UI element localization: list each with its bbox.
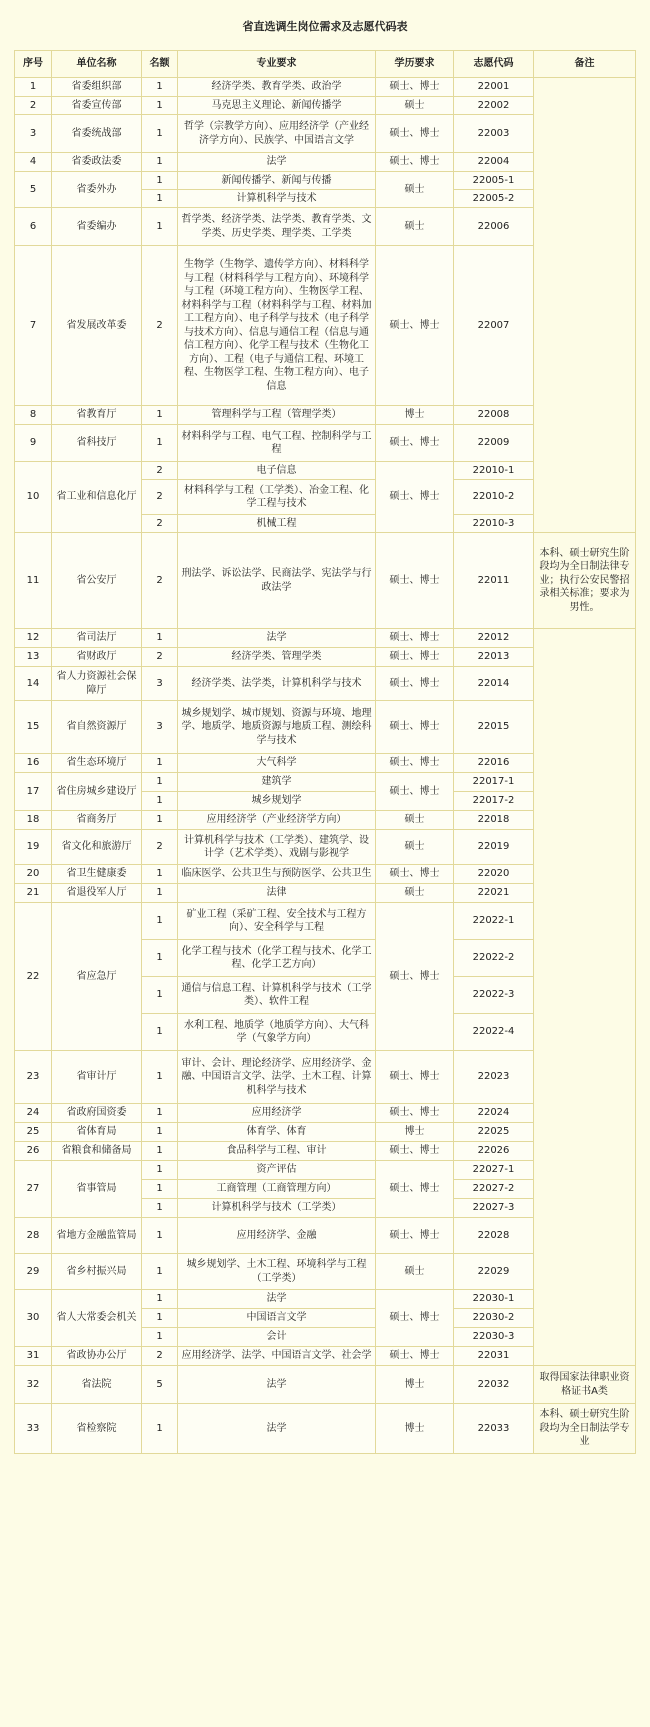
cell-education: 博士 — [376, 406, 454, 425]
cell-count: 2 — [142, 1347, 178, 1366]
cell-count: 1 — [142, 1290, 178, 1309]
cell-education: 硕士、博士 — [376, 115, 454, 153]
cell-unit: 省事管局 — [52, 1161, 142, 1218]
cell-count: 1 — [142, 1161, 178, 1180]
cell-unit: 省委组织部 — [52, 78, 142, 97]
cell-code: 22030-2 — [454, 1309, 534, 1328]
cell-count: 1 — [142, 1218, 178, 1254]
cell-count: 1 — [142, 865, 178, 884]
table-header-row — [15, 51, 636, 78]
cell-unit: 省自然资源厅 — [52, 701, 142, 754]
cell-count: 1 — [142, 1014, 178, 1051]
cell-count: 1 — [142, 172, 178, 190]
cell-count: 1 — [142, 1199, 178, 1218]
cell-code: 22010-3 — [454, 515, 534, 533]
cell-education: 硕士 — [376, 172, 454, 208]
cell-education: 硕士 — [376, 97, 454, 115]
cell-major: 城乡规划学 — [178, 792, 376, 811]
cell-count: 1 — [142, 190, 178, 208]
cell-count: 5 — [142, 1366, 178, 1404]
cell-code: 22012 — [454, 629, 534, 648]
header-code: 志愿代码 — [454, 51, 534, 78]
cell-education: 硕士 — [376, 811, 454, 830]
cell-major: 应用经济学、金融 — [178, 1218, 376, 1254]
cell-count: 1 — [142, 1309, 178, 1328]
cell-count: 1 — [142, 629, 178, 648]
cell-code: 22019 — [454, 830, 534, 865]
header-unit: 单位名称 — [52, 51, 142, 78]
cell-code: 22013 — [454, 648, 534, 667]
cell-remark: 取得国家法律职业资格证书A类 — [534, 1366, 636, 1404]
cell-unit: 省检察院 — [52, 1404, 142, 1454]
cell-code: 22022-4 — [454, 1014, 534, 1051]
cell-unit: 省法院 — [52, 1366, 142, 1404]
cell-education: 硕士 — [376, 1254, 454, 1290]
cell-major: 资产评估 — [178, 1161, 376, 1180]
cell-no: 2 — [15, 97, 52, 115]
cell-major: 计算机科学与技术（工学类）、建筑学、设计学（艺术学类）、戏剧与影视学 — [178, 830, 376, 865]
cell-major: 法学 — [178, 1290, 376, 1309]
cell-code: 22017-1 — [454, 773, 534, 792]
cell-code: 22010-2 — [454, 480, 534, 515]
cell-remark: 本科、硕士研究生阶段均为全日制法学专业 — [534, 1404, 636, 1454]
cell-major: 临床医学、公共卫生与预防医学、公共卫生 — [178, 865, 376, 884]
cell-education: 硕士、博士 — [376, 1347, 454, 1366]
cell-unit: 省委统战部 — [52, 115, 142, 153]
cell-major: 法学 — [178, 153, 376, 172]
cell-major: 城乡规划学、城市规划、资源与环境、地理学、地质学、地质资源与地质工程、测绘科学与技术 — [178, 701, 376, 754]
cell-unit: 省公安厅 — [52, 533, 142, 629]
cell-no: 20 — [15, 865, 52, 884]
cell-unit: 省工业和信息化厅 — [52, 462, 142, 533]
cell-no: 26 — [15, 1142, 52, 1161]
cell-no: 9 — [15, 425, 52, 462]
cell-code: 22017-2 — [454, 792, 534, 811]
cell-count: 1 — [142, 78, 178, 97]
cell-code: 22027-2 — [454, 1180, 534, 1199]
cell-remark — [534, 78, 636, 533]
cell-count: 1 — [142, 425, 178, 462]
cell-education: 硕士、博士 — [376, 246, 454, 406]
cell-no: 11 — [15, 533, 52, 629]
cell-major: 法学 — [178, 1366, 376, 1404]
cell-major: 体育学、体育 — [178, 1123, 376, 1142]
cell-education: 硕士、博士 — [376, 153, 454, 172]
cell-code: 22018 — [454, 811, 534, 830]
cell-education: 硕士、博士 — [376, 903, 454, 1051]
cell-no: 3 — [15, 115, 52, 153]
cell-count: 2 — [142, 480, 178, 515]
cell-major: 法律 — [178, 884, 376, 903]
cell-education: 硕士 — [376, 830, 454, 865]
cell-education: 硕士、博士 — [376, 648, 454, 667]
cell-education: 硕士、博士 — [376, 1161, 454, 1218]
cell-education: 硕士、博士 — [376, 78, 454, 97]
cell-no: 4 — [15, 153, 52, 172]
cell-unit: 省住房城乡建设厅 — [52, 773, 142, 811]
cell-major: 新闻传播学、新闻与传播 — [178, 172, 376, 190]
cell-code: 22022-1 — [454, 903, 534, 940]
cell-no: 12 — [15, 629, 52, 648]
cell-no: 31 — [15, 1347, 52, 1366]
cell-count: 1 — [142, 1180, 178, 1199]
cell-unit: 省体育局 — [52, 1123, 142, 1142]
cell-count: 1 — [142, 1404, 178, 1454]
cell-unit: 省粮食和储备局 — [52, 1142, 142, 1161]
cell-education: 硕士、博士 — [376, 1142, 454, 1161]
cell-count: 1 — [142, 977, 178, 1014]
cell-education: 硕士、博士 — [376, 462, 454, 533]
cell-education: 硕士、博士 — [376, 425, 454, 462]
cell-education: 硕士、博士 — [376, 865, 454, 884]
cell-code: 22026 — [454, 1142, 534, 1161]
cell-no: 17 — [15, 773, 52, 811]
cell-count: 1 — [142, 97, 178, 115]
cell-count: 1 — [142, 115, 178, 153]
header-count: 名额 — [142, 51, 178, 78]
cell-major: 生物学（生物学、遗传学方向）、材料科学与工程（材料科学与工程方向）、环境科学与工程（环境工程方向）、生物医学工程、材料科学与工程（材料科学与工程、材料加工工程方向）、电子科学与技术（电子科学与技术方向）、信息与通信工程（信息与通信工程方向）、化学工程与技术（生物化工方向）、工程（电子与通信工程、环境工程、生物医学工程、生物工程方向）、电子信息 — [178, 246, 376, 406]
cell-unit: 省审计厅 — [52, 1051, 142, 1104]
cell-no: 1 — [15, 78, 52, 97]
cell-education: 硕士、博士 — [376, 629, 454, 648]
cell-education: 硕士、博士 — [376, 1104, 454, 1123]
cell-count: 2 — [142, 830, 178, 865]
cell-education: 硕士、博士 — [376, 1290, 454, 1347]
cell-unit: 省政协办公厅 — [52, 1347, 142, 1366]
cell-count: 1 — [142, 1328, 178, 1347]
cell-no: 29 — [15, 1254, 52, 1290]
position-table — [14, 50, 636, 1454]
cell-no: 19 — [15, 830, 52, 865]
cell-code: 22005-1 — [454, 172, 534, 190]
cell-no: 15 — [15, 701, 52, 754]
cell-education: 博士 — [376, 1123, 454, 1142]
cell-unit: 省乡村振兴局 — [52, 1254, 142, 1290]
cell-count: 1 — [142, 1142, 178, 1161]
cell-major: 化学工程与技术（化学工程与技术、化学工程、化学工艺方向） — [178, 940, 376, 977]
cell-education: 硕士、博士 — [376, 1051, 454, 1104]
cell-code: 22030-3 — [454, 1328, 534, 1347]
cell-code: 22009 — [454, 425, 534, 462]
cell-code: 22004 — [454, 153, 534, 172]
cell-code: 22032 — [454, 1366, 534, 1404]
cell-code: 22023 — [454, 1051, 534, 1104]
cell-major: 材料科学与工程、电气工程、控制科学与工程 — [178, 425, 376, 462]
cell-unit: 省委宣传部 — [52, 97, 142, 115]
cell-major: 法学 — [178, 629, 376, 648]
cell-code: 22029 — [454, 1254, 534, 1290]
cell-major: 计算机科学与技术（工学类） — [178, 1199, 376, 1218]
cell-unit: 省司法厅 — [52, 629, 142, 648]
cell-code: 22005-2 — [454, 190, 534, 208]
cell-unit: 省生态环境厅 — [52, 754, 142, 773]
cell-remark: 本科、硕士研究生阶段均为全日制法律专业；执行公安民警招录相关标准；要求为男性。 — [534, 533, 636, 629]
cell-code: 22025 — [454, 1123, 534, 1142]
cell-code: 22016 — [454, 754, 534, 773]
cell-count: 1 — [142, 792, 178, 811]
cell-count: 1 — [142, 1123, 178, 1142]
cell-major: 哲学（宗教学方向）、应用经济学（产业经济学方向）、民族学、中国语言文学 — [178, 115, 376, 153]
header-no: 序号 — [15, 51, 52, 78]
cell-education: 硕士、博士 — [376, 533, 454, 629]
header-major: 专业要求 — [178, 51, 376, 78]
cell-unit: 省退役军人厅 — [52, 884, 142, 903]
cell-no: 13 — [15, 648, 52, 667]
cell-major: 刑法学、诉讼法学、民商法学、宪法学与行政法学 — [178, 533, 376, 629]
cell-code: 22002 — [454, 97, 534, 115]
cell-count: 2 — [142, 648, 178, 667]
cell-no: 33 — [15, 1404, 52, 1454]
cell-count: 1 — [142, 884, 178, 903]
cell-education: 硕士、博士 — [376, 667, 454, 701]
header-education: 学历要求 — [376, 51, 454, 78]
cell-unit: 省科技厅 — [52, 425, 142, 462]
cell-count: 1 — [142, 811, 178, 830]
cell-count: 1 — [142, 1104, 178, 1123]
cell-major: 矿业工程（采矿工程、安全技术与工程方向）、安全科学与工程 — [178, 903, 376, 940]
cell-major: 食品科学与工程、审计 — [178, 1142, 376, 1161]
cell-count: 2 — [142, 515, 178, 533]
cell-count: 3 — [142, 667, 178, 701]
cell-code: 22014 — [454, 667, 534, 701]
cell-count: 1 — [142, 903, 178, 940]
cell-education: 硕士、博士 — [376, 701, 454, 754]
cell-code: 22031 — [454, 1347, 534, 1366]
cell-major: 工商管理（工商管理方向） — [178, 1180, 376, 1199]
cell-remark — [534, 629, 636, 1366]
cell-major: 会计 — [178, 1328, 376, 1347]
cell-count: 1 — [142, 208, 178, 246]
cell-education: 博士 — [376, 1366, 454, 1404]
cell-education: 硕士、博士 — [376, 754, 454, 773]
cell-code: 22030-1 — [454, 1290, 534, 1309]
cell-education: 硕士、博士 — [376, 773, 454, 811]
cell-count: 3 — [142, 701, 178, 754]
cell-major: 经济学类、管理学类 — [178, 648, 376, 667]
cell-major: 电子信息 — [178, 462, 376, 480]
cell-code: 22006 — [454, 208, 534, 246]
cell-code: 22008 — [454, 406, 534, 425]
cell-count: 1 — [142, 1051, 178, 1104]
cell-code: 22010-1 — [454, 462, 534, 480]
cell-no: 25 — [15, 1123, 52, 1142]
cell-no: 21 — [15, 884, 52, 903]
cell-major: 材料科学与工程（工学类）、冶金工程、化学工程与技术 — [178, 480, 376, 515]
cell-major: 马克思主义理论、新闻传播学 — [178, 97, 376, 115]
cell-count: 1 — [142, 773, 178, 792]
cell-code: 22021 — [454, 884, 534, 903]
header-remark: 备注 — [534, 51, 636, 78]
cell-unit: 省委编办 — [52, 208, 142, 246]
cell-major: 应用经济学（产业经济学方向） — [178, 811, 376, 830]
cell-no: 30 — [15, 1290, 52, 1347]
cell-unit: 省人力资源社会保障厅 — [52, 667, 142, 701]
cell-code: 22024 — [454, 1104, 534, 1123]
cell-unit: 省应急厅 — [52, 903, 142, 1051]
cell-no: 24 — [15, 1104, 52, 1123]
cell-code: 22033 — [454, 1404, 534, 1454]
cell-unit: 省委政法委 — [52, 153, 142, 172]
table-row — [15, 533, 636, 629]
cell-major: 通信与信息工程、计算机科学与技术（工学类）、软件工程 — [178, 977, 376, 1014]
cell-no: 27 — [15, 1161, 52, 1218]
cell-major: 中国语言文学 — [178, 1309, 376, 1328]
cell-count: 1 — [142, 153, 178, 172]
cell-count: 1 — [142, 754, 178, 773]
table-row — [15, 1366, 636, 1404]
cell-major: 审计、会计、理论经济学、应用经济学、金融、中国语言文学、法学、土木工程、计算机科学与技术 — [178, 1051, 376, 1104]
cell-major: 法学 — [178, 1404, 376, 1454]
cell-education: 硕士、博士 — [376, 1218, 454, 1254]
cell-no: 14 — [15, 667, 52, 701]
cell-unit: 省商务厅 — [52, 811, 142, 830]
cell-code: 22007 — [454, 246, 534, 406]
cell-unit: 省地方金融监管局 — [52, 1218, 142, 1254]
cell-no: 18 — [15, 811, 52, 830]
cell-major: 经济学类、教育学类、政治学 — [178, 78, 376, 97]
cell-unit: 省发展改革委 — [52, 246, 142, 406]
cell-code: 22027-1 — [454, 1161, 534, 1180]
cell-major: 水利工程、地质学（地质学方向）、大气科学（气象学方向） — [178, 1014, 376, 1051]
cell-unit: 省财政厅 — [52, 648, 142, 667]
cell-no: 10 — [15, 462, 52, 533]
cell-count: 1 — [142, 940, 178, 977]
cell-no: 8 — [15, 406, 52, 425]
cell-code: 22003 — [454, 115, 534, 153]
table-row — [15, 1404, 636, 1454]
cell-major: 机械工程 — [178, 515, 376, 533]
cell-major: 建筑学 — [178, 773, 376, 792]
cell-no: 16 — [15, 754, 52, 773]
cell-code: 22027-3 — [454, 1199, 534, 1218]
cell-education: 硕士 — [376, 884, 454, 903]
cell-unit: 省文化和旅游厅 — [52, 830, 142, 865]
cell-no: 28 — [15, 1218, 52, 1254]
cell-count: 1 — [142, 406, 178, 425]
cell-count: 2 — [142, 246, 178, 406]
page-title: 省直选调生岗位需求及志愿代码表 — [242, 20, 408, 33]
cell-code: 22001 — [454, 78, 534, 97]
cell-no: 32 — [15, 1366, 52, 1404]
cell-no: 7 — [15, 246, 52, 406]
table-row — [15, 78, 636, 97]
cell-major: 哲学类、经济学类、法学类、教育学类、文学类、历史学类、理学类、工学类 — [178, 208, 376, 246]
cell-code: 22022-3 — [454, 977, 534, 1014]
cell-count: 2 — [142, 462, 178, 480]
table-row — [15, 629, 636, 648]
cell-education: 硕士 — [376, 208, 454, 246]
cell-major: 计算机科学与技术 — [178, 190, 376, 208]
cell-unit: 省政府国资委 — [52, 1104, 142, 1123]
cell-major: 大气科学 — [178, 754, 376, 773]
cell-unit: 省卫生健康委 — [52, 865, 142, 884]
cell-major: 经济学类、法学类，计算机科学与技术 — [178, 667, 376, 701]
cell-unit: 省委外办 — [52, 172, 142, 208]
cell-count: 2 — [142, 533, 178, 629]
cell-no: 22 — [15, 903, 52, 1051]
cell-education: 博士 — [376, 1404, 454, 1454]
cell-major: 应用经济学、法学、中国语言文学、社会学 — [178, 1347, 376, 1366]
cell-no: 6 — [15, 208, 52, 246]
cell-no: 5 — [15, 172, 52, 208]
cell-major: 应用经济学 — [178, 1104, 376, 1123]
cell-major: 城乡规划学、土木工程、环境科学与工程（工学类） — [178, 1254, 376, 1290]
cell-code: 22022-2 — [454, 940, 534, 977]
cell-no: 23 — [15, 1051, 52, 1104]
cell-code: 22011 — [454, 533, 534, 629]
cell-code: 22028 — [454, 1218, 534, 1254]
cell-unit: 省人大常委会机关 — [52, 1290, 142, 1347]
cell-count: 1 — [142, 1254, 178, 1290]
cell-code: 22020 — [454, 865, 534, 884]
cell-code: 22015 — [454, 701, 534, 754]
cell-major: 管理科学与工程（管理学类） — [178, 406, 376, 425]
cell-unit: 省教育厅 — [52, 406, 142, 425]
